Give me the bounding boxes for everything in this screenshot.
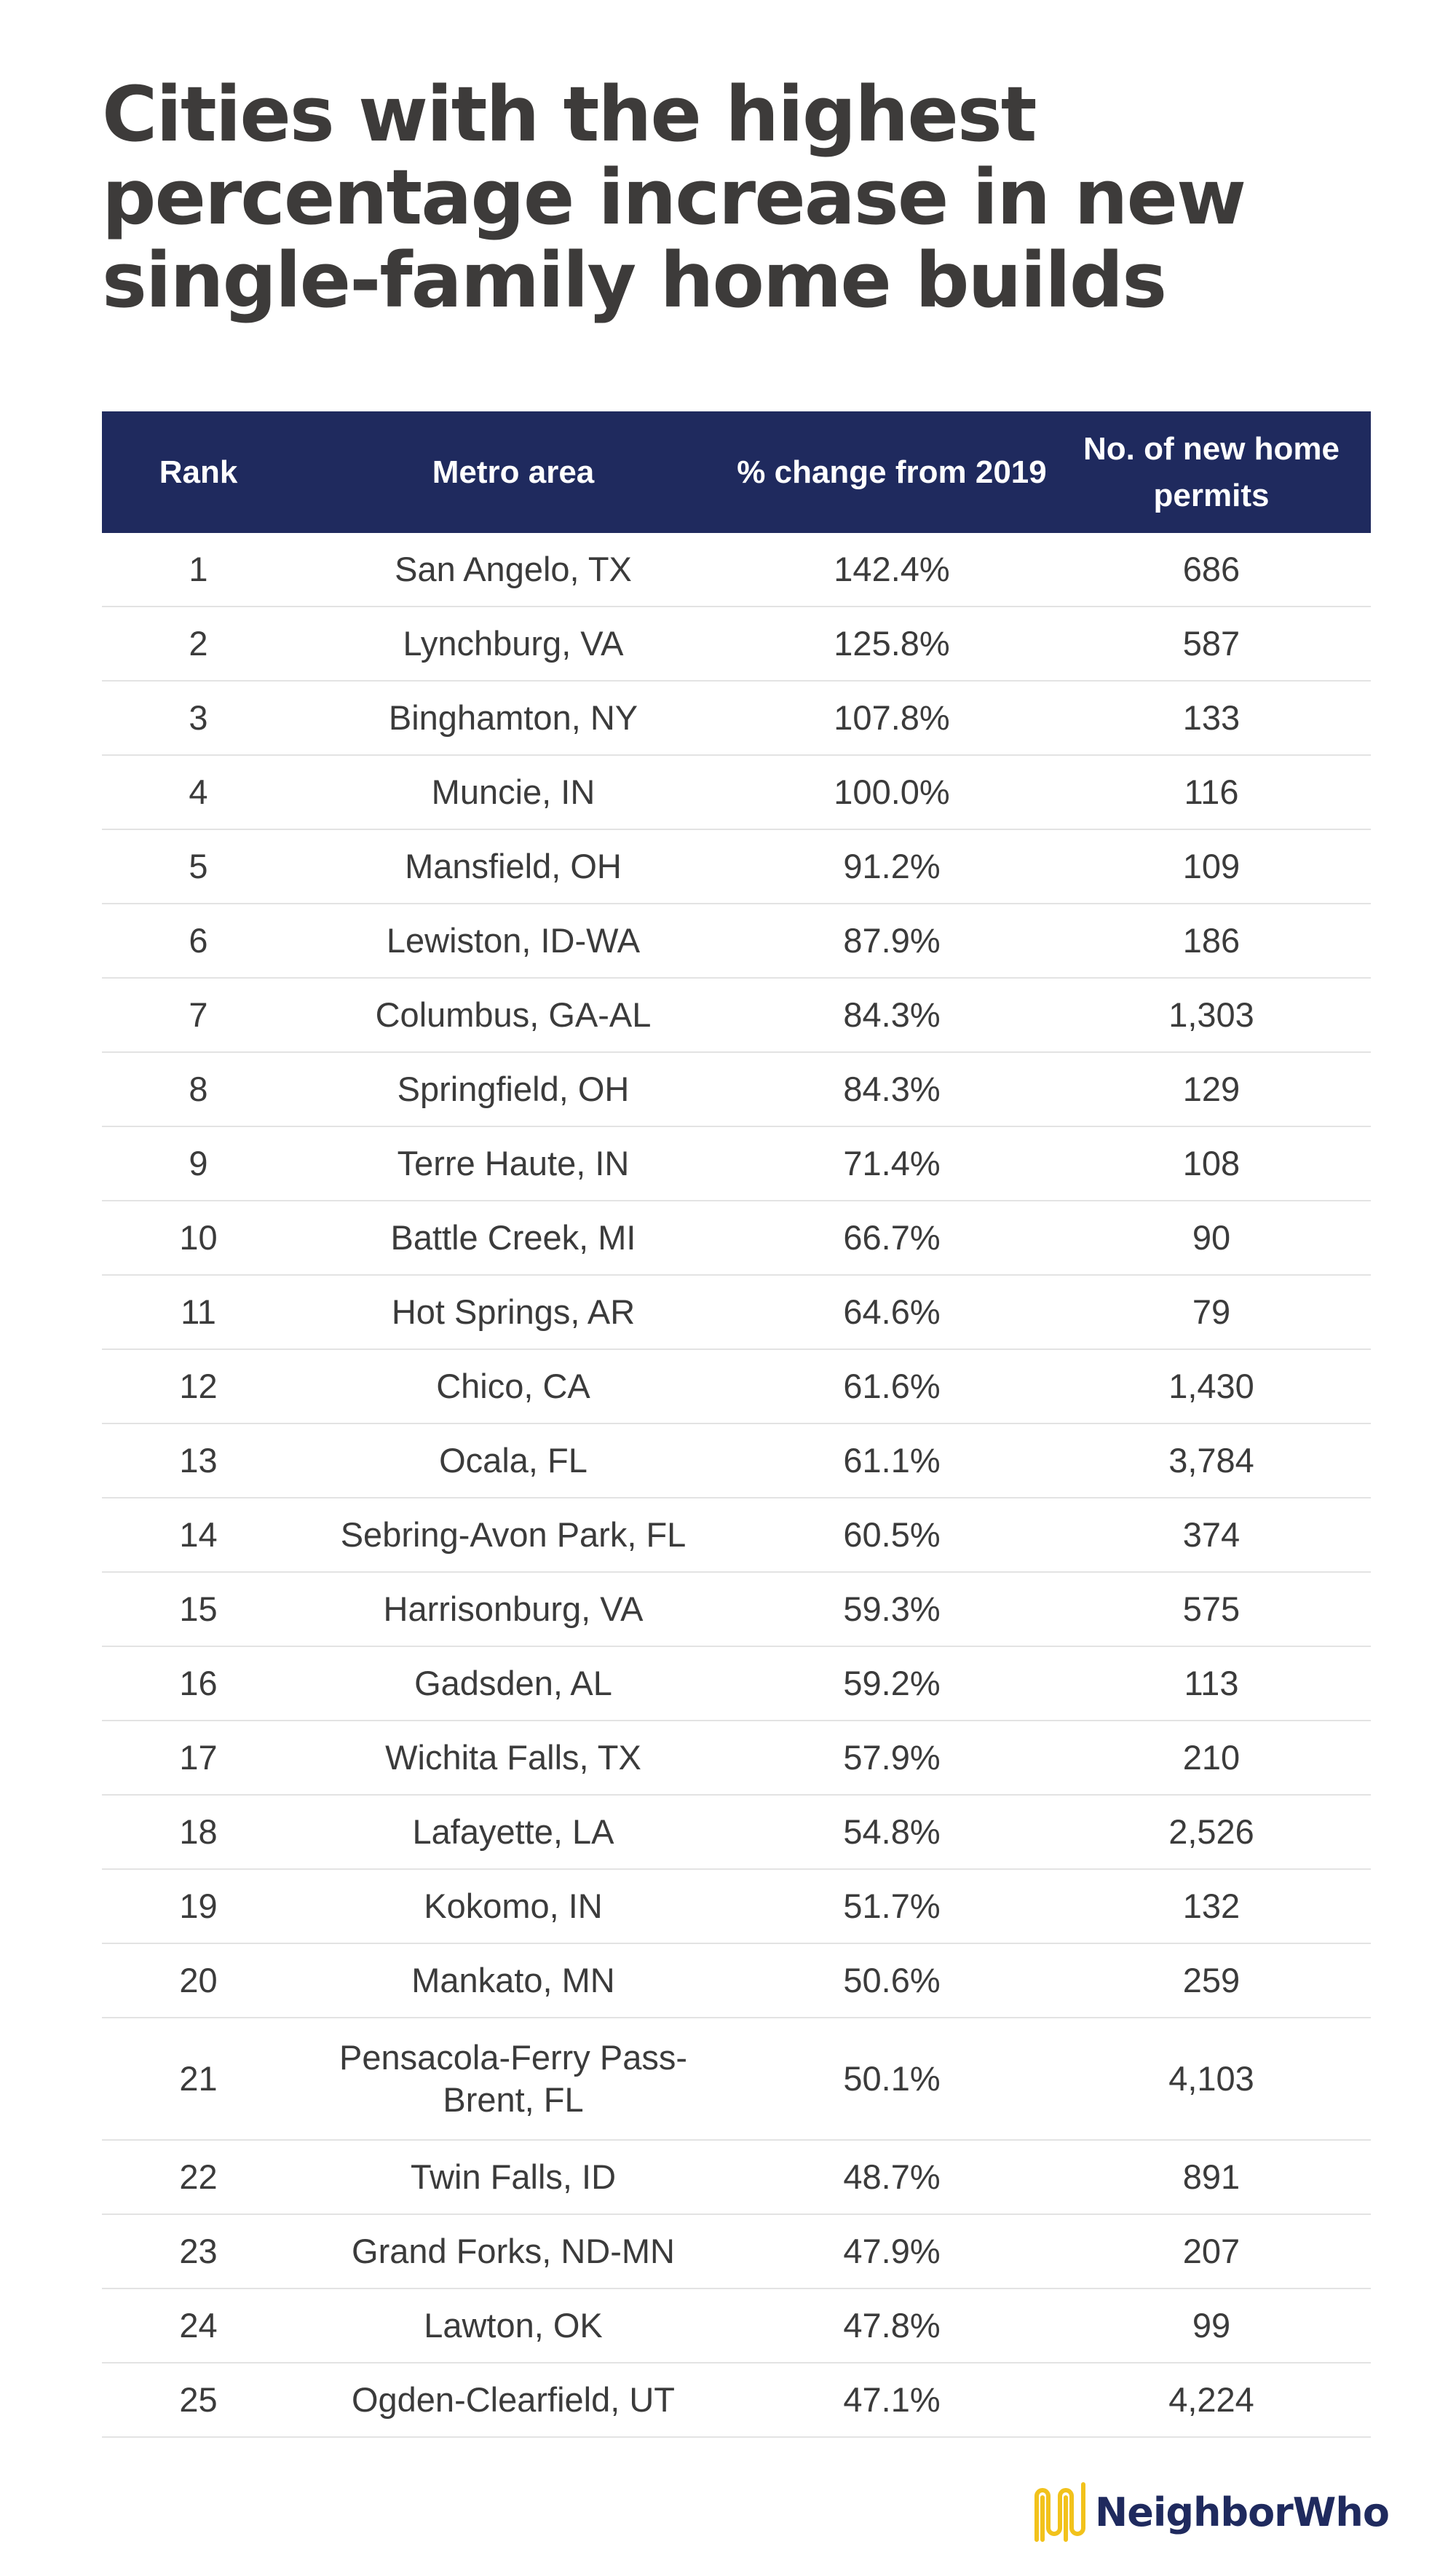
metro-area-cell: Muncie, IN: [431, 773, 596, 811]
metro-area-cell: Springfield, OH: [397, 1070, 630, 1108]
permits-cell: 129: [1182, 1070, 1241, 1108]
header-permits: No. of new home permits: [1083, 430, 1340, 513]
metro-area-cell: Lewiston, ID-WA: [386, 921, 641, 960]
rank-cell: 3: [189, 698, 208, 737]
permits-cell: 133: [1182, 698, 1241, 737]
percent-change-cell: 59.3%: [843, 1589, 941, 1628]
page-title: Cities with the highest percentage increase in new single-family home builds: [102, 70, 1246, 325]
percent-change-cell: 100.0%: [834, 773, 950, 811]
rank-cell: 15: [179, 1589, 218, 1628]
table-row: [102, 1870, 1371, 1944]
rank-cell: 5: [189, 847, 208, 885]
table-row: [102, 1498, 1371, 1573]
table-row: [102, 2289, 1371, 2363]
header-metro-area: Metro area: [432, 454, 595, 490]
permits-cell: 891: [1182, 2157, 1241, 2196]
rank-cell: 21: [179, 2059, 218, 2098]
table-row: [102, 682, 1371, 756]
percent-change-cell: 60.5%: [843, 1515, 941, 1554]
rank-cell: 14: [179, 1515, 218, 1554]
table-row: [102, 1350, 1371, 1424]
table-row: [102, 1201, 1371, 1276]
rankings-table: [102, 411, 1371, 2438]
table-row: [102, 2215, 1371, 2289]
rank-cell: 6: [189, 921, 208, 960]
metro-area-cell: Lynchburg, VA: [403, 624, 624, 663]
neighborwho-logo-icon: [1032, 2481, 1086, 2543]
percent-change-cell: 59.2%: [843, 1664, 941, 1702]
metro-area-cell: Mankato, MN: [411, 1961, 615, 1999]
table-row: [102, 2363, 1371, 2438]
metro-area-cell: Columbus, GA-AL: [375, 995, 652, 1034]
permits-cell: 79: [1192, 1292, 1231, 1331]
permits-cell: 686: [1182, 550, 1241, 588]
rank-cell: 10: [179, 1218, 218, 1257]
percent-change-cell: 87.9%: [843, 921, 941, 960]
percent-change-cell: 54.8%: [843, 1812, 941, 1851]
rank-cell: 18: [179, 1812, 218, 1851]
rank-cell: 23: [179, 2232, 218, 2270]
permits-cell: 587: [1182, 624, 1241, 663]
header-percent-change: % change from 2019: [737, 454, 1047, 490]
permits-cell: 90: [1192, 1218, 1231, 1257]
permits-cell: 374: [1182, 1515, 1241, 1554]
rank-cell: 25: [179, 2380, 218, 2419]
rank-cell: 19: [179, 1887, 218, 1925]
rank-cell: 9: [189, 1144, 208, 1182]
permits-cell: 259: [1182, 1961, 1241, 1999]
permits-cell: 99: [1192, 2306, 1231, 2345]
percent-change-cell: 61.1%: [843, 1441, 941, 1480]
rank-cell: 12: [179, 1367, 218, 1405]
table-row: [102, 607, 1371, 682]
metro-area-cell: Gadsden, AL: [414, 1664, 612, 1702]
percent-change-cell: 50.6%: [843, 1961, 941, 1999]
percent-change-cell: 91.2%: [843, 847, 941, 885]
permits-cell: 109: [1182, 847, 1241, 885]
metro-area-cell: Pensacola-Ferry Pass-Brent, FL: [339, 2038, 687, 2119]
rank-cell: 22: [179, 2157, 218, 2196]
table-row: [102, 1573, 1371, 1647]
table-row: [102, 533, 1371, 607]
metro-area-cell: Mansfield, OH: [405, 847, 622, 885]
metro-area-cell: Kokomo, IN: [424, 1887, 603, 1925]
table-row: [102, 904, 1371, 979]
table-row: [102, 1424, 1371, 1498]
percent-change-cell: 84.3%: [843, 1070, 941, 1108]
table-row: [102, 830, 1371, 904]
brand-logo: [1032, 2479, 1389, 2545]
metro-area-cell: Lafayette, LA: [412, 1812, 614, 1851]
metro-area-cell: Sebring-Avon Park, FL: [340, 1515, 687, 1554]
rank-cell: 8: [189, 1070, 208, 1108]
logo-text: NeighborWho: [1095, 2489, 1389, 2535]
percent-change-cell: 50.1%: [843, 2059, 941, 2098]
table-row: [102, 979, 1371, 1053]
percent-change-cell: 107.8%: [834, 698, 950, 737]
table-row: [102, 1053, 1371, 1127]
metro-area-cell: Ocala, FL: [439, 1441, 587, 1480]
percent-change-cell: 125.8%: [834, 624, 950, 663]
permits-cell: 207: [1182, 2232, 1241, 2270]
metro-area-cell: Twin Falls, ID: [410, 2157, 617, 2196]
table-body: [102, 533, 1371, 2438]
rank-cell: 4: [189, 773, 208, 811]
header-rank: Rank: [159, 454, 238, 490]
rank-cell: 13: [179, 1441, 218, 1480]
metro-area-cell: Hot Springs, AR: [391, 1292, 636, 1331]
permits-cell: 4,224: [1168, 2380, 1254, 2419]
percent-change-cell: 47.8%: [843, 2306, 941, 2345]
permits-cell: 1,303: [1168, 995, 1254, 1034]
table-row: [102, 1647, 1371, 1721]
metro-area-cell: Grand Forks, ND-MN: [352, 2232, 675, 2270]
percent-change-cell: 51.7%: [843, 1887, 941, 1925]
rank-cell: 11: [181, 1292, 216, 1331]
rank-cell: 24: [179, 2306, 218, 2345]
rank-cell: 20: [179, 1961, 218, 1999]
percent-change-cell: 64.6%: [843, 1292, 941, 1331]
permits-cell: 113: [1184, 1664, 1239, 1702]
permits-cell: 1,430: [1168, 1367, 1254, 1405]
permits-cell: 575: [1182, 1589, 1241, 1628]
metro-area-cell: San Angelo, TX: [395, 550, 632, 588]
metro-area-cell: Chico, CA: [436, 1367, 590, 1405]
percent-change-cell: 71.4%: [843, 1144, 941, 1182]
rank-cell: 17: [179, 1738, 218, 1777]
rank-cell: 2: [189, 624, 208, 663]
table-row: [102, 756, 1371, 830]
metro-area-cell: Battle Creek, MI: [390, 1218, 636, 1257]
permits-cell: 116: [1184, 773, 1239, 811]
permits-cell: 108: [1182, 1144, 1241, 1182]
percent-change-cell: 142.4%: [834, 550, 950, 588]
percent-change-cell: 47.1%: [843, 2380, 941, 2419]
permits-cell: 210: [1182, 1738, 1241, 1777]
table-row: [102, 1276, 1371, 1350]
table-row: [102, 1944, 1371, 2018]
table-row: [102, 1721, 1371, 1796]
permits-cell: 4,103: [1168, 2059, 1254, 2098]
table-row: [102, 1796, 1371, 1870]
rank-cell: 1: [189, 550, 208, 588]
percent-change-cell: 47.9%: [843, 2232, 941, 2270]
metro-area-cell: Terre Haute, IN: [397, 1144, 630, 1182]
table-row: [102, 1127, 1371, 1201]
percent-change-cell: 61.6%: [843, 1367, 941, 1405]
permits-cell: 132: [1182, 1887, 1241, 1925]
percent-change-cell: 57.9%: [843, 1738, 941, 1777]
metro-area-cell: Lawton, OK: [424, 2306, 603, 2345]
table-header: [102, 411, 1371, 533]
percent-change-cell: 66.7%: [843, 1218, 941, 1257]
permits-cell: 2,526: [1168, 1812, 1254, 1851]
metro-area-cell: Harrisonburg, VA: [383, 1589, 644, 1628]
rank-cell: 7: [189, 995, 208, 1034]
percent-change-cell: 84.3%: [843, 995, 941, 1034]
permits-cell: 186: [1182, 921, 1241, 960]
permits-cell: 3,784: [1168, 1441, 1254, 1480]
percent-change-cell: 48.7%: [843, 2157, 941, 2196]
metro-area-cell: Wichita Falls, TX: [385, 1738, 641, 1777]
table-row: [102, 2018, 1371, 2141]
rank-cell: 16: [179, 1664, 218, 1702]
table-row: [102, 2141, 1371, 2215]
metro-area-cell: Binghamton, NY: [388, 698, 638, 737]
metro-area-cell: Ogden-Clearfield, UT: [351, 2380, 676, 2419]
